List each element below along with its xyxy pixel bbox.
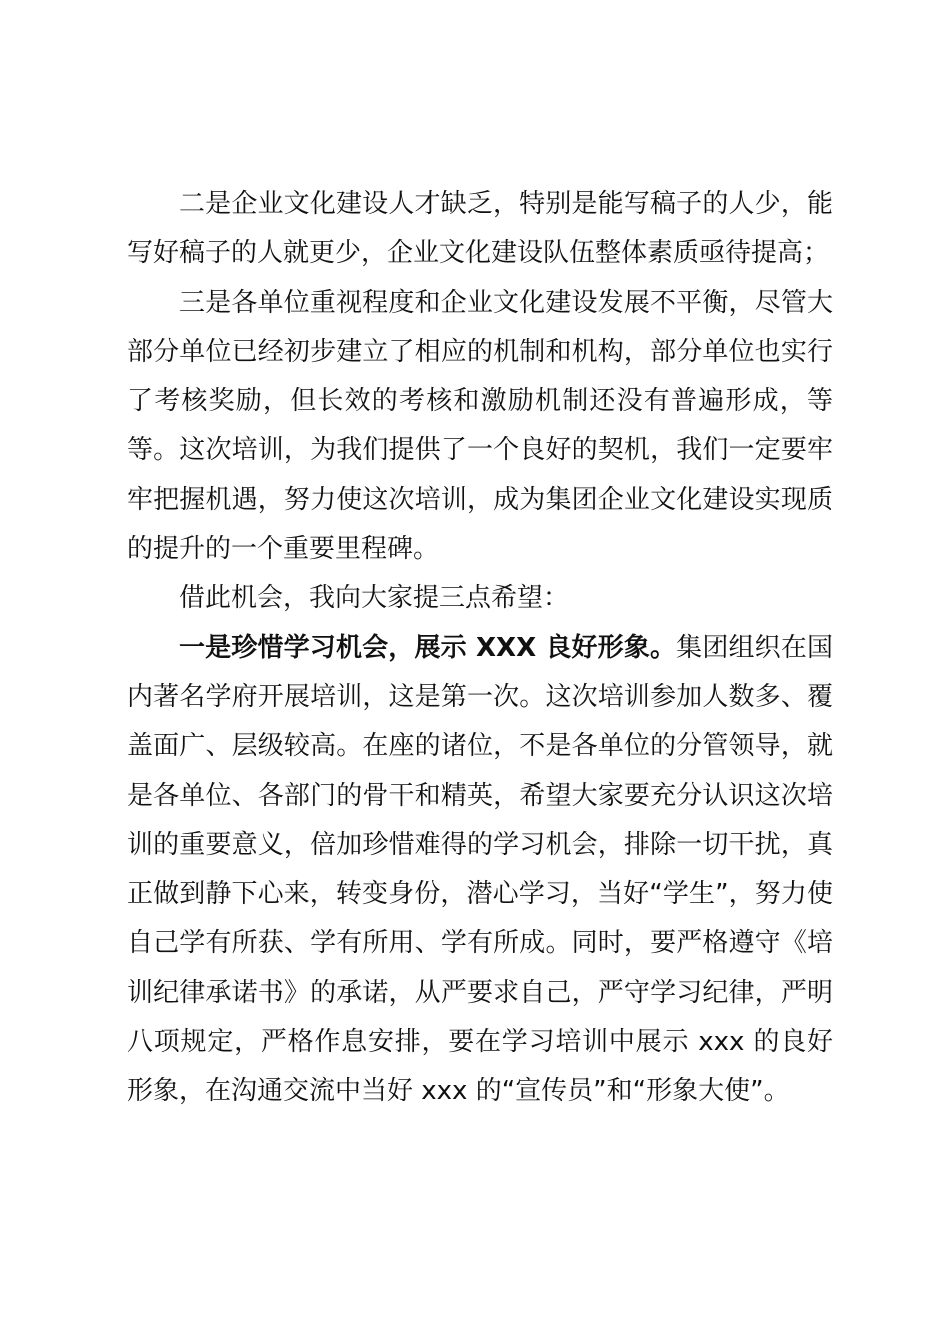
paragraph-bold-heading: 一是珍惜学习机会，展示 XXX 良好形象。 xyxy=(179,632,677,663)
document-body xyxy=(127,180,833,1117)
paragraph-text: 二是企业文化建设人才缺乏，特别是能写稿子的人少，能写好稿子的人就更少，企业文化建设队伍整体素质亟待提高； xyxy=(127,189,833,269)
paragraph-text: 三是各单位重视程度和企业文化建设发展不平衡，尽管大部分单位已经初步建立了相应的机制和机构，部分单位也实行了考核奖励，但长效的考核和激励机制还没有普遍形成，等等。这次培训，为我们提供了一个良好的契机，我们一定要牢牢把握机遇，努力使这次培训，成为集团企业文化建设实现质的提升的一个重要里程碑。 xyxy=(127,287,833,565)
paragraph-three-hopes-intro xyxy=(127,574,833,623)
paragraph-talent-shortage xyxy=(127,180,833,279)
paragraph-uneven-development xyxy=(127,279,833,575)
paragraph-text: 集团组织在国内著名学府开展培训，这是第一次。这次培训参加人数多、覆盖面广、层级较高。在座的诸位，不是各单位的分管领导，就是各单位、各部门的骨干和精英，希望大家要充分认识这次培训的重要意义，倍加珍惜难得的学习机会，排除一切干扰，真正做到静下心来，转变身份，潜心学习，当好“学生”，努力使自己学有所获、学有所用、学有所成。同时，要严格遵守《培训纪律承诺书》的承诺，从严要求自己，严守学习纪律，严明八项规定，严格作息安排，要在学习培训中展示 xxx 的良好形象，在沟通交流中当好 xxx 的“宣传员”和“形象大使”。 xyxy=(127,632,833,1107)
paragraph-first-hope xyxy=(127,624,833,1117)
paragraph-text: 借此机会，我向大家提三点希望： xyxy=(179,583,570,614)
